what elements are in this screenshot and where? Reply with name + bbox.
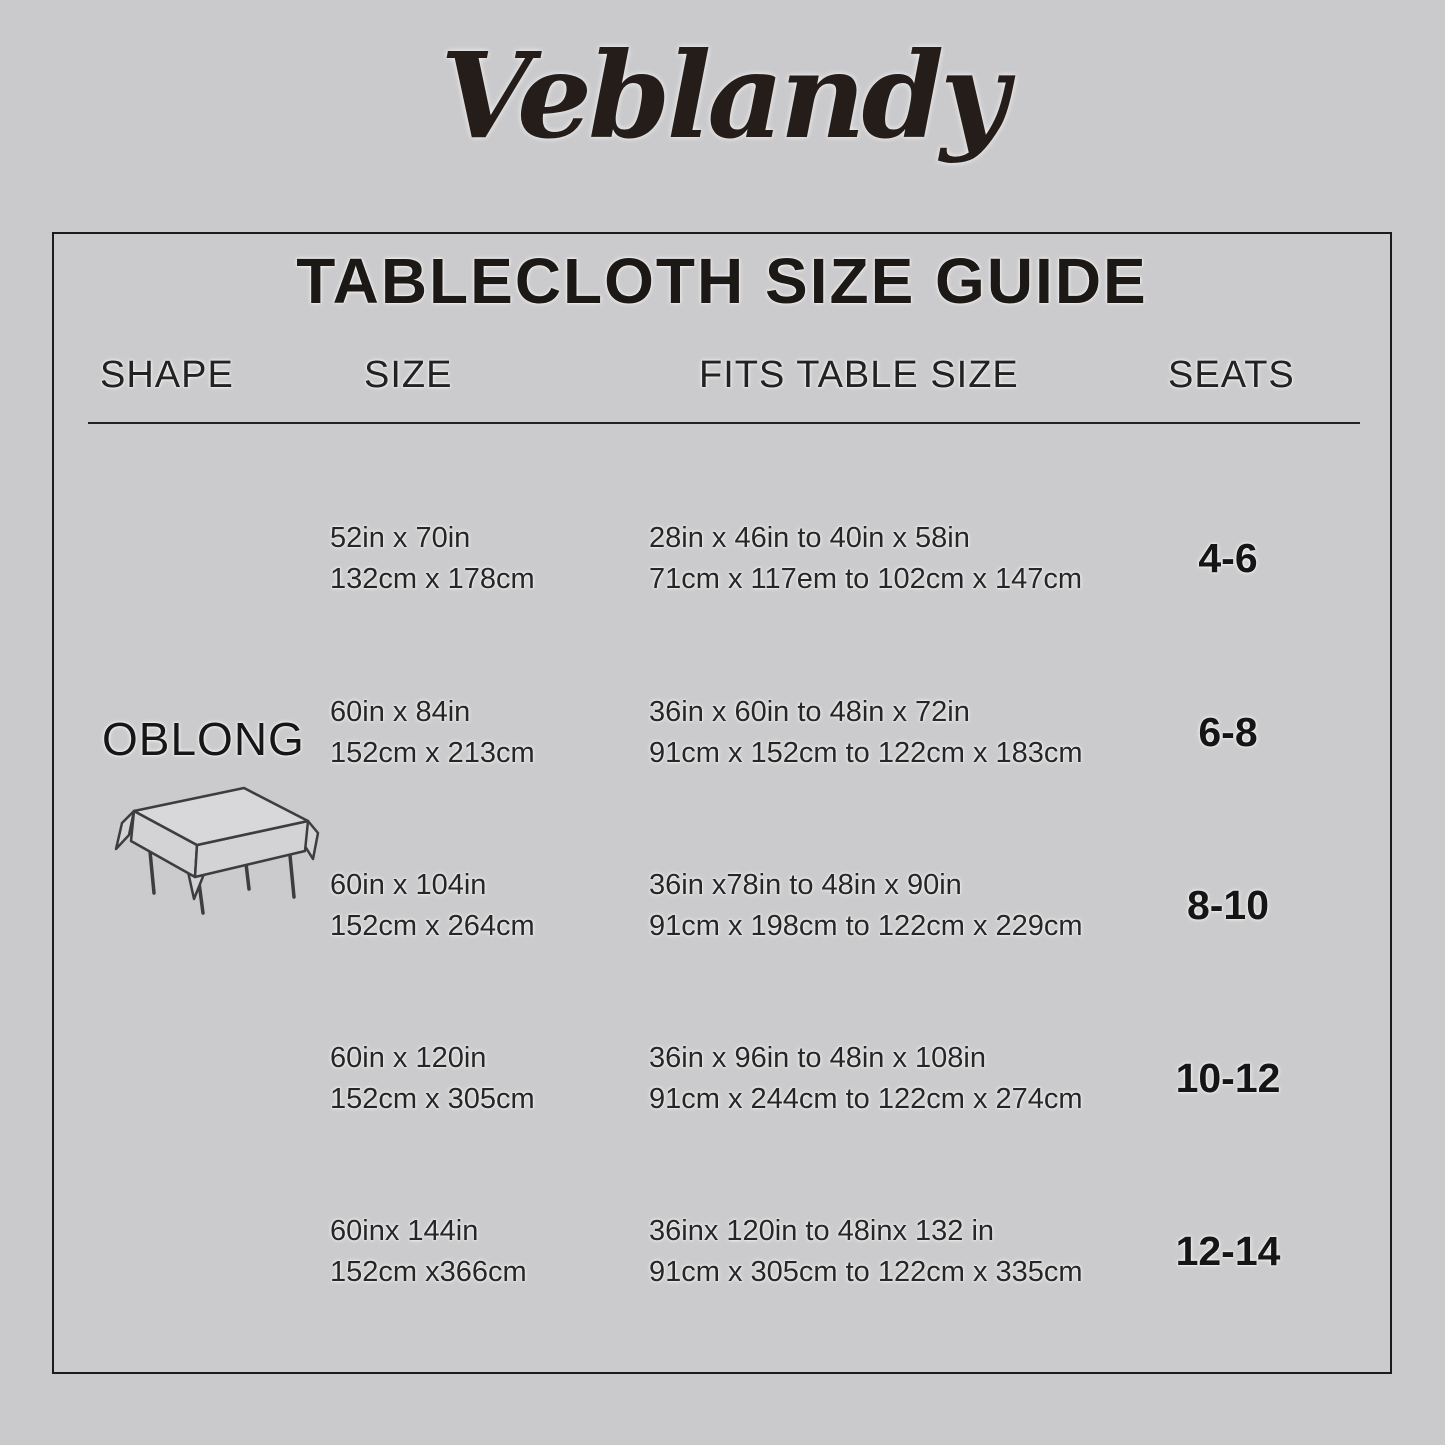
- column-header-shape: SHAPE: [100, 354, 234, 396]
- fits-cm: 91cm x 244cm to 122cm x 274cm: [649, 1083, 1083, 1115]
- size-cm: 152cm x 264cm: [330, 910, 535, 942]
- shape-label-oblong: OBLONG: [102, 713, 305, 765]
- fits-cm: 71cm x 117em to 102cm x 147cm: [649, 563, 1083, 595]
- size-cm: 152cm x 213cm: [330, 737, 535, 769]
- seats-count: 4-6: [1198, 535, 1258, 581]
- brand-logo: Veblandy: [440, 26, 1005, 165]
- fits-inches: 36in x 60in to 48in x 72in: [649, 696, 970, 728]
- table-row: [54, 868, 1390, 1008]
- fits-inches: 36inx 120in to 48inx 132 in: [649, 1215, 995, 1247]
- fits-inches: 28in x 46in to 40in x 58in: [649, 522, 970, 554]
- size-guide-panel: [52, 232, 1392, 1374]
- column-header-size: SIZE: [364, 354, 453, 396]
- seats-count: 8-10: [1186, 882, 1270, 928]
- fits-inches: 36in x78in to 48in x 90in: [649, 869, 962, 901]
- size-cm: 152cm x366cm: [330, 1256, 527, 1288]
- table-row: [54, 1214, 1390, 1354]
- seats-count: 6-8: [1198, 709, 1258, 755]
- seats-count: 12-14: [1175, 1228, 1281, 1274]
- fits-inches: 36in x 96in to 48in x 108in: [649, 1042, 986, 1074]
- header-divider: [88, 422, 1360, 424]
- size-inches: 60inx 144in: [330, 1215, 479, 1247]
- table-row: [54, 521, 1390, 661]
- table-row: [54, 1041, 1390, 1181]
- column-header-fits-table-size: FITS TABLE SIZE: [699, 354, 1019, 396]
- fits-cm: 91cm x 198cm to 122cm x 229cm: [649, 910, 1083, 942]
- column-header-seats: SEATS: [1168, 354, 1295, 396]
- fits-cm: 91cm x 305cm to 122cm x 335cm: [649, 1256, 1083, 1288]
- page-title: TABLECLOTH SIZE GUIDE: [296, 245, 1148, 317]
- size-cm: 152cm x 305cm: [330, 1083, 535, 1115]
- size-inches: 60in x 84in: [330, 696, 471, 728]
- size-inches: 52in x 70in: [330, 522, 471, 554]
- table-row: [54, 695, 1390, 835]
- fits-cm: 91cm x 152cm to 122cm x 183cm: [649, 737, 1083, 769]
- size-inches: 60in x 104in: [330, 869, 487, 901]
- seats-count: 10-12: [1175, 1055, 1281, 1101]
- size-inches: 60in x 120in: [330, 1042, 487, 1074]
- size-cm: 132cm x 178cm: [330, 563, 535, 595]
